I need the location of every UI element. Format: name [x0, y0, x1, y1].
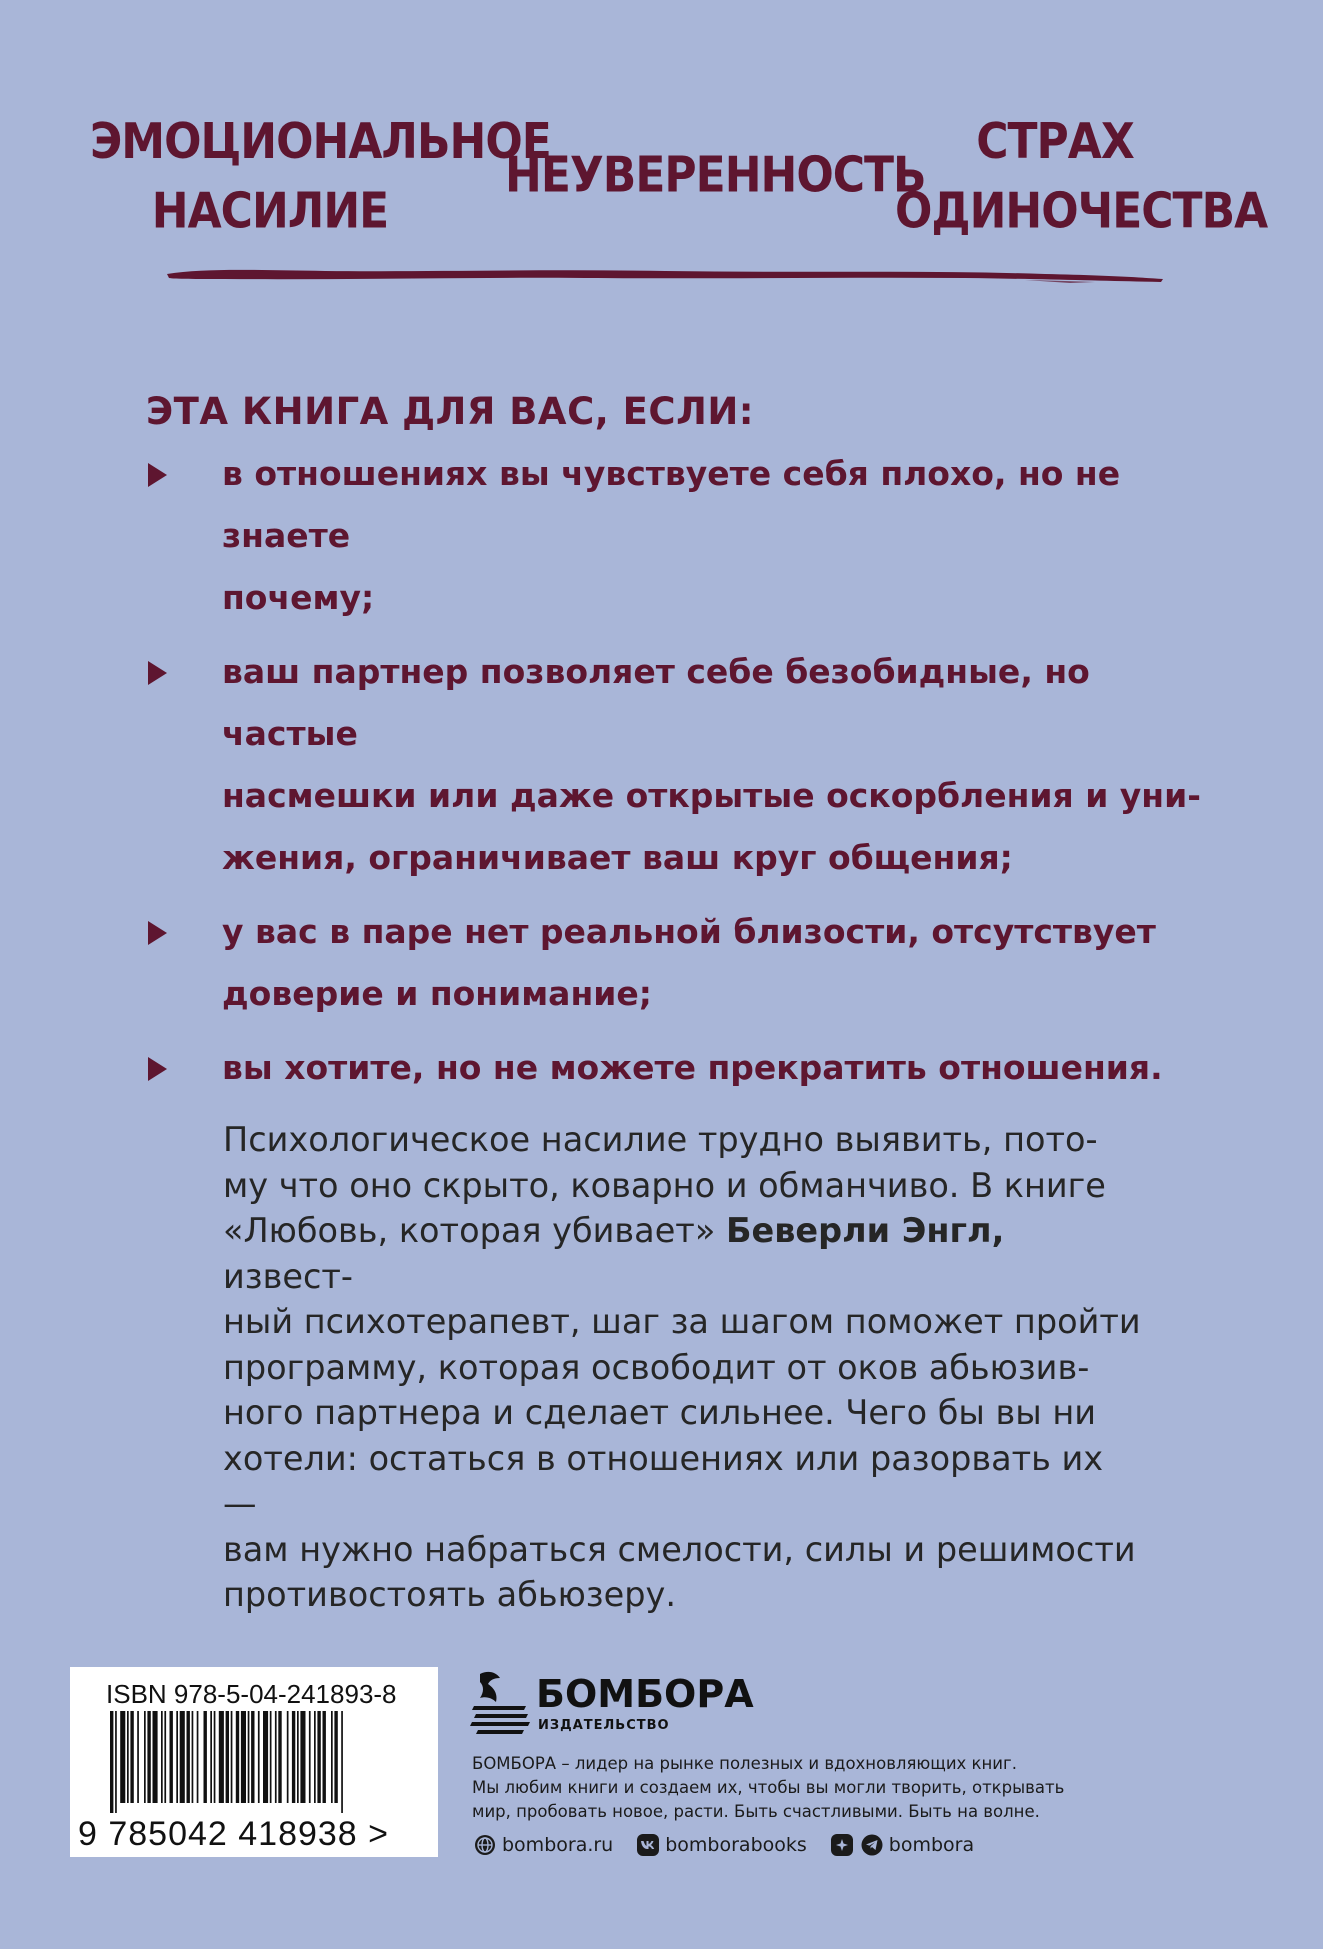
publisher-blurb: [472, 1752, 1122, 1824]
barcode-bar: [153, 1711, 158, 1803]
barcode-bar: [161, 1711, 163, 1803]
social-link[interactable]: [831, 1834, 974, 1856]
description-line: вам нужно набраться смелости, силы и решимости: [223, 1529, 1136, 1569]
vk-text: bomborabooks: [665, 1834, 807, 1856]
barcode-bar: [251, 1711, 254, 1803]
author-name: Беверли Энгл,: [725, 1211, 1005, 1250]
list-item-text: [222, 641, 1206, 889]
barcode-bar: [176, 1711, 178, 1803]
list-item-line: доверие и понимание;: [222, 974, 652, 1013]
list-item: [146, 641, 1206, 889]
list-item-line: жения, ограничивает ваш круг общения;: [222, 838, 1013, 877]
barcode-bar: [334, 1711, 337, 1803]
description-line: программу, которая освободит от оков абьюзив-: [223, 1347, 1090, 1387]
description-line: противостоять абьюзеру.: [223, 1575, 676, 1614]
barcode-bar: [170, 1711, 173, 1803]
barcode-panel: [70, 1667, 438, 1857]
topic-emotional-line1: ЭМОЦИОНАЛЬНОЕ: [90, 113, 551, 171]
publisher-subtitle: ИЗДАТЕЛЬСТВО: [538, 1718, 670, 1733]
list-item-line: насмешки или даже открытые оскорбления и уни-: [222, 776, 1201, 815]
barcode-bar: [192, 1711, 194, 1803]
description-line: хотели: остаться в отношениях или разорвать их —: [223, 1438, 1104, 1523]
description-text: извест-: [223, 1256, 353, 1296]
barcode-bar: [180, 1711, 185, 1803]
list-item-line: вы хотите, но не можете прекратить отношения.: [222, 1048, 1163, 1087]
barcode-bar: [341, 1711, 343, 1813]
topic-fear-loneliness: [895, 108, 1268, 247]
barcode-bar: [226, 1711, 229, 1803]
barcode-bar: [314, 1711, 316, 1803]
list-item-text: [222, 901, 1206, 1025]
list-item-text: [222, 1037, 1206, 1099]
topic-insecurity: [505, 141, 926, 210]
website-link[interactable]: [474, 1834, 613, 1856]
list-item: [146, 443, 1206, 629]
topic-emotional-line2: НАСИЛИЕ: [151, 182, 389, 240]
barcode-bar: [210, 1711, 212, 1803]
barcode-bar: [144, 1711, 146, 1803]
list-item: [146, 1037, 1206, 1099]
barcode-bar: [231, 1711, 233, 1803]
barcode-bar: [115, 1711, 117, 1813]
publisher-name: БОМБОРА: [536, 1672, 754, 1716]
topic-fear-line1: СТРАХ: [976, 113, 1134, 171]
ok-icon: [831, 1834, 853, 1856]
barcode-bar: [309, 1711, 311, 1803]
list-item: [146, 901, 1206, 1025]
barcode-bar: [300, 1711, 305, 1803]
list-item-line: у вас в паре нет реальной близости, отсутствует: [222, 912, 1156, 951]
bullet-triangle-icon: [148, 921, 167, 945]
social-text: bombora: [888, 1834, 975, 1856]
barcode-bar: [214, 1711, 216, 1803]
barcode-bar: [287, 1711, 289, 1803]
barcode-bar: [275, 1711, 277, 1803]
barcode-bar: [147, 1711, 150, 1803]
barcode-bar: [120, 1711, 125, 1803]
publisher-blurb-line: мир, пробовать новое, расти. Быть счастливыми. Быть на волне.: [472, 1802, 1040, 1821]
topic-insecurity-label: НЕУВЕРЕННОСТЬ: [505, 146, 926, 204]
barcode-bar: [323, 1711, 326, 1803]
barcode-bar: [219, 1711, 224, 1803]
barcode-bar: [331, 1711, 333, 1803]
barcode-bar: [292, 1711, 295, 1803]
barcode-bar: [127, 1711, 129, 1803]
list-item-line: почему;: [222, 578, 375, 617]
description-text: «Любовь, которая убивает»: [223, 1211, 726, 1250]
barcode-bar: [236, 1711, 239, 1803]
for-who-heading: ЭТА КНИГА ДЛЯ ВАС, ЕСЛИ:: [146, 390, 755, 433]
barcode-bar: [137, 1711, 139, 1803]
description-line: ного партнера и сделает сильнее. Чего бы вы ни: [223, 1393, 1096, 1432]
vk-link[interactable]: [637, 1834, 807, 1856]
barcode-bar: [263, 1711, 268, 1803]
description-line: ный психотерапевт, шаг за шагом поможет пройти: [223, 1302, 1141, 1341]
topic-emotional-abuse: [90, 108, 551, 247]
description-line: Психологическое насилие трудно выявить, пото-: [223, 1120, 1098, 1159]
publisher-blurb-line: БОМБОРА – лидер на рынке полезных и вдохновляющих книг.: [472, 1754, 1017, 1773]
barcode-bar: [197, 1711, 199, 1803]
brush-stroke-divider: [165, 262, 1165, 284]
list-item-line: в отношениях вы чувствуете себя плохо, но не знаете: [222, 454, 1121, 555]
bullet-triangle-icon: [148, 661, 167, 685]
telegram-icon: [861, 1834, 883, 1856]
isbn-label: ISBN 978-5-04-241893-8: [106, 1679, 397, 1709]
barcode-bar: [248, 1711, 250, 1803]
barcode-bar: [241, 1711, 246, 1803]
list-item-text: [222, 443, 1206, 629]
list-item-line: ваш партнер позволяет себе безобидные, но частые: [222, 652, 1090, 753]
publisher-links: [474, 1831, 998, 1859]
publisher-blurb-line: Мы любим книги и создаем их, чтобы вы могли творить, открывать: [472, 1778, 1065, 1797]
bullet-triangle-icon: [148, 463, 167, 487]
topics-header: [0, 105, 1323, 245]
book-description: [223, 1117, 1143, 1618]
barcode-bar: [164, 1711, 166, 1803]
barcode-bars: [110, 1711, 400, 1813]
description-line: [223, 1208, 1143, 1299]
barcode-bar: [270, 1711, 272, 1803]
website-text: bombora.ru: [502, 1834, 614, 1856]
barcode-bar: [130, 1711, 133, 1803]
barcode-bar: [204, 1711, 207, 1803]
barcode-bar: [317, 1711, 320, 1803]
barcode-bar: [297, 1711, 299, 1803]
description-line: му что оно скрыто, коварно и обманчиво. В книге: [223, 1165, 1106, 1205]
bullet-triangle-icon: [148, 1057, 167, 1081]
vk-icon: [637, 1834, 659, 1856]
barcode-bar: [187, 1711, 190, 1803]
barcode-bar: [258, 1711, 260, 1803]
barcode-bar: [278, 1711, 281, 1803]
barcode-number: 9 785042 418938 >: [78, 1815, 390, 1853]
topic-fear-line2: ОДИНОЧЕСТВА: [895, 182, 1268, 240]
barcode-bar: [110, 1711, 113, 1813]
for-who-section: [146, 390, 1206, 1111]
globe-icon: [474, 1834, 496, 1856]
